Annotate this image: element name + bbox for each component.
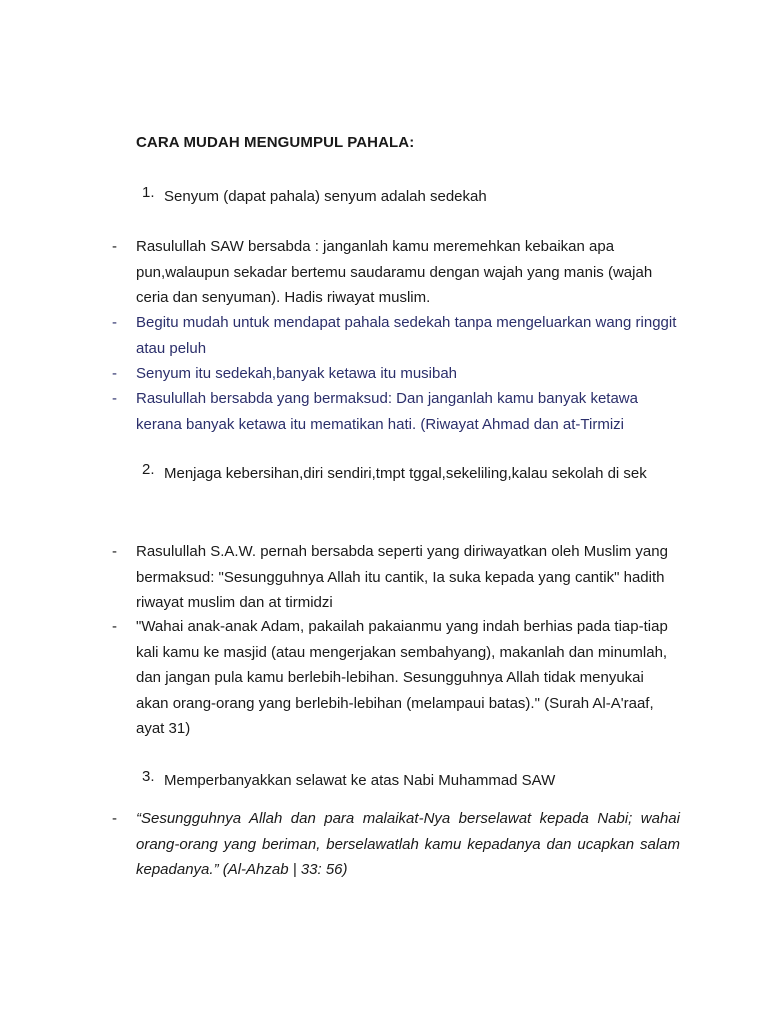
list-item-text: Rasulullah bersabda yang bermaksud: Dan janganlah kamu banyak ketawa kerana banyak ketawa itu mematikan hati. (Riwayat Ahmad dan at-Tirmizi (136, 390, 638, 433)
section-heading-text: Senyum (dapat pahala) senyum adalah sedekah (164, 188, 487, 205)
list-item-text: Rasulullah SAW bersabda : janganlah kamu meremehkan kebaikan apa pun,walaupun sekadar bertemu saudaramu dengan wajah yang manis (wajah ceria dan senyuman). Hadis riwayat muslim. (136, 238, 653, 306)
list-item-text: Begitu mudah untuk mendapat pahala sedekah tanpa mengeluarkan wang ringgit atau peluh (136, 314, 677, 357)
list-item-text: "Wahai anak-anak Adam, pakailah pakaianmu yang indah berhias pada tiap-tiap kali kamu ke masjid (atau mengerjakan sembahyang), makanlah dan minumlah, dan jangan pula kamu berlebih-lebihan. Sesungguhnya Allah tidak menyukai akan orang-orang yang berlebih-lebihan (melampaui batas)." (Surah Al-A'raaf, ayat 31) (136, 618, 668, 737)
bullet-dash: - (112, 238, 117, 255)
list-item-text: Rasulullah S.A.W. pernah bersabda seperti yang diriwayatkan oleh Muslim yang bermaksud: "Sesungguhnya Allah itu cantik, Ia suka kepada yang cantik" hadith riwayat muslim dan at tirmidzi (136, 543, 668, 611)
bullet-dash: - (112, 314, 117, 331)
section-2-heading (142, 461, 647, 482)
section-number: 1. (142, 184, 155, 201)
list-item-text: “Sesungguhnya Allah dan para malaikat-Nya berselawat kepada Nabi; wahai orang-orang yang beriman, berselawatlah kamu kepadanya dan ucapkan salam kepadanya.” (Al-Ahzab | 33: 56) (136, 810, 680, 878)
section-3-heading (142, 768, 556, 789)
bullet-dash: - (112, 810, 117, 827)
bullet-dash: - (112, 618, 117, 635)
bullet-dash: - (112, 543, 117, 560)
section-heading-text: Menjaga kebersihan,diri sendiri,tmpt tggal,sekeliling,kalau sekolah di sek (164, 465, 647, 482)
list-item-text: Senyum itu sedekah,banyak ketawa itu musibah (136, 365, 458, 382)
section-heading-text: Memperbanyakkan selawat ke atas Nabi Muhammad SAW (164, 772, 556, 789)
section-number: 3. (142, 768, 155, 785)
bullet-dash: - (112, 390, 117, 407)
page-title: CARA MUDAH MENGUMPUL PAHALA: (136, 134, 415, 151)
section-number: 2. (142, 461, 155, 478)
bullet-dash: - (112, 365, 117, 382)
section-1-heading (142, 184, 487, 205)
